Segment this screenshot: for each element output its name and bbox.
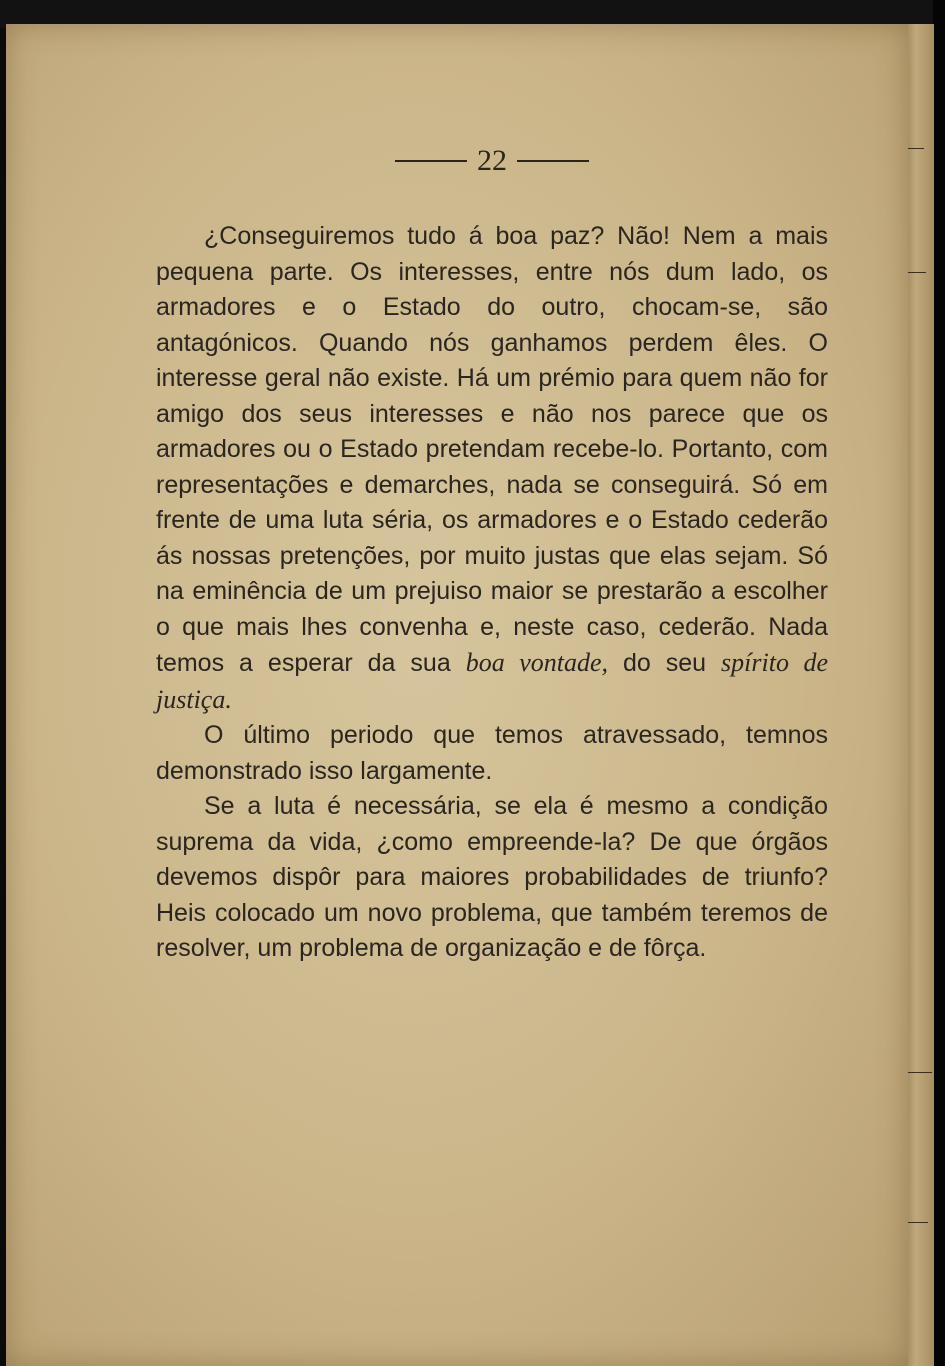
- page-number-dash-left: [395, 160, 467, 162]
- paragraph: [156, 718, 828, 789]
- page-number-text: 22: [477, 144, 507, 177]
- italic-phrase: boa vontade,: [465, 648, 609, 677]
- page-number-dash-right: [517, 160, 589, 162]
- book-page: [6, 24, 908, 1366]
- text-run: do seu: [608, 649, 722, 677]
- body-text: [156, 219, 828, 967]
- scan-edge: [933, 0, 945, 1366]
- text-run: ¿Conseguiremos tudo á boa paz? Não! Nem a mais pequena parte. Os interesses, entre nós dum lado, os armadores e o Estado do outro, chocam-se, são antagónicos. Quando nós ganhamos perdem êles. O interesse geral não existe. Há um prémio para quem não for amigo dos seus interesses e não nos parece que os armadores ou o Estado pretendam recebe-lo. Portanto, com representações e demarches, nada se conseguirá. Só em frente de uma luta séria, os armadores e o Estado cederão ás nossas pretenções, por muito justas que elas sejam. Só na eminência de um prejuiso maior se prestarão a escolher o que mais lhes convenha e, neste caso, cederão. Nada temos a esperar da sua: [156, 222, 828, 677]
- paragraph: [156, 219, 828, 718]
- page-number: [6, 144, 908, 178]
- text-run: O último periodo que temos atravessado, temnos demonstrado isso largamente.: [156, 721, 828, 785]
- paragraph: [156, 789, 828, 967]
- italic-phrase: spírito de justiça.: [156, 648, 828, 714]
- text-run: Se a luta é necessária, se ela é mesmo a condição suprema da vida, ¿como empreende-la? De que órgãos devemos dispôr para maiores probabilidades de triunfo? Heis colocado um novo problema, que também teremos de resolver, um problema de organização e de fôrça.: [156, 792, 828, 962]
